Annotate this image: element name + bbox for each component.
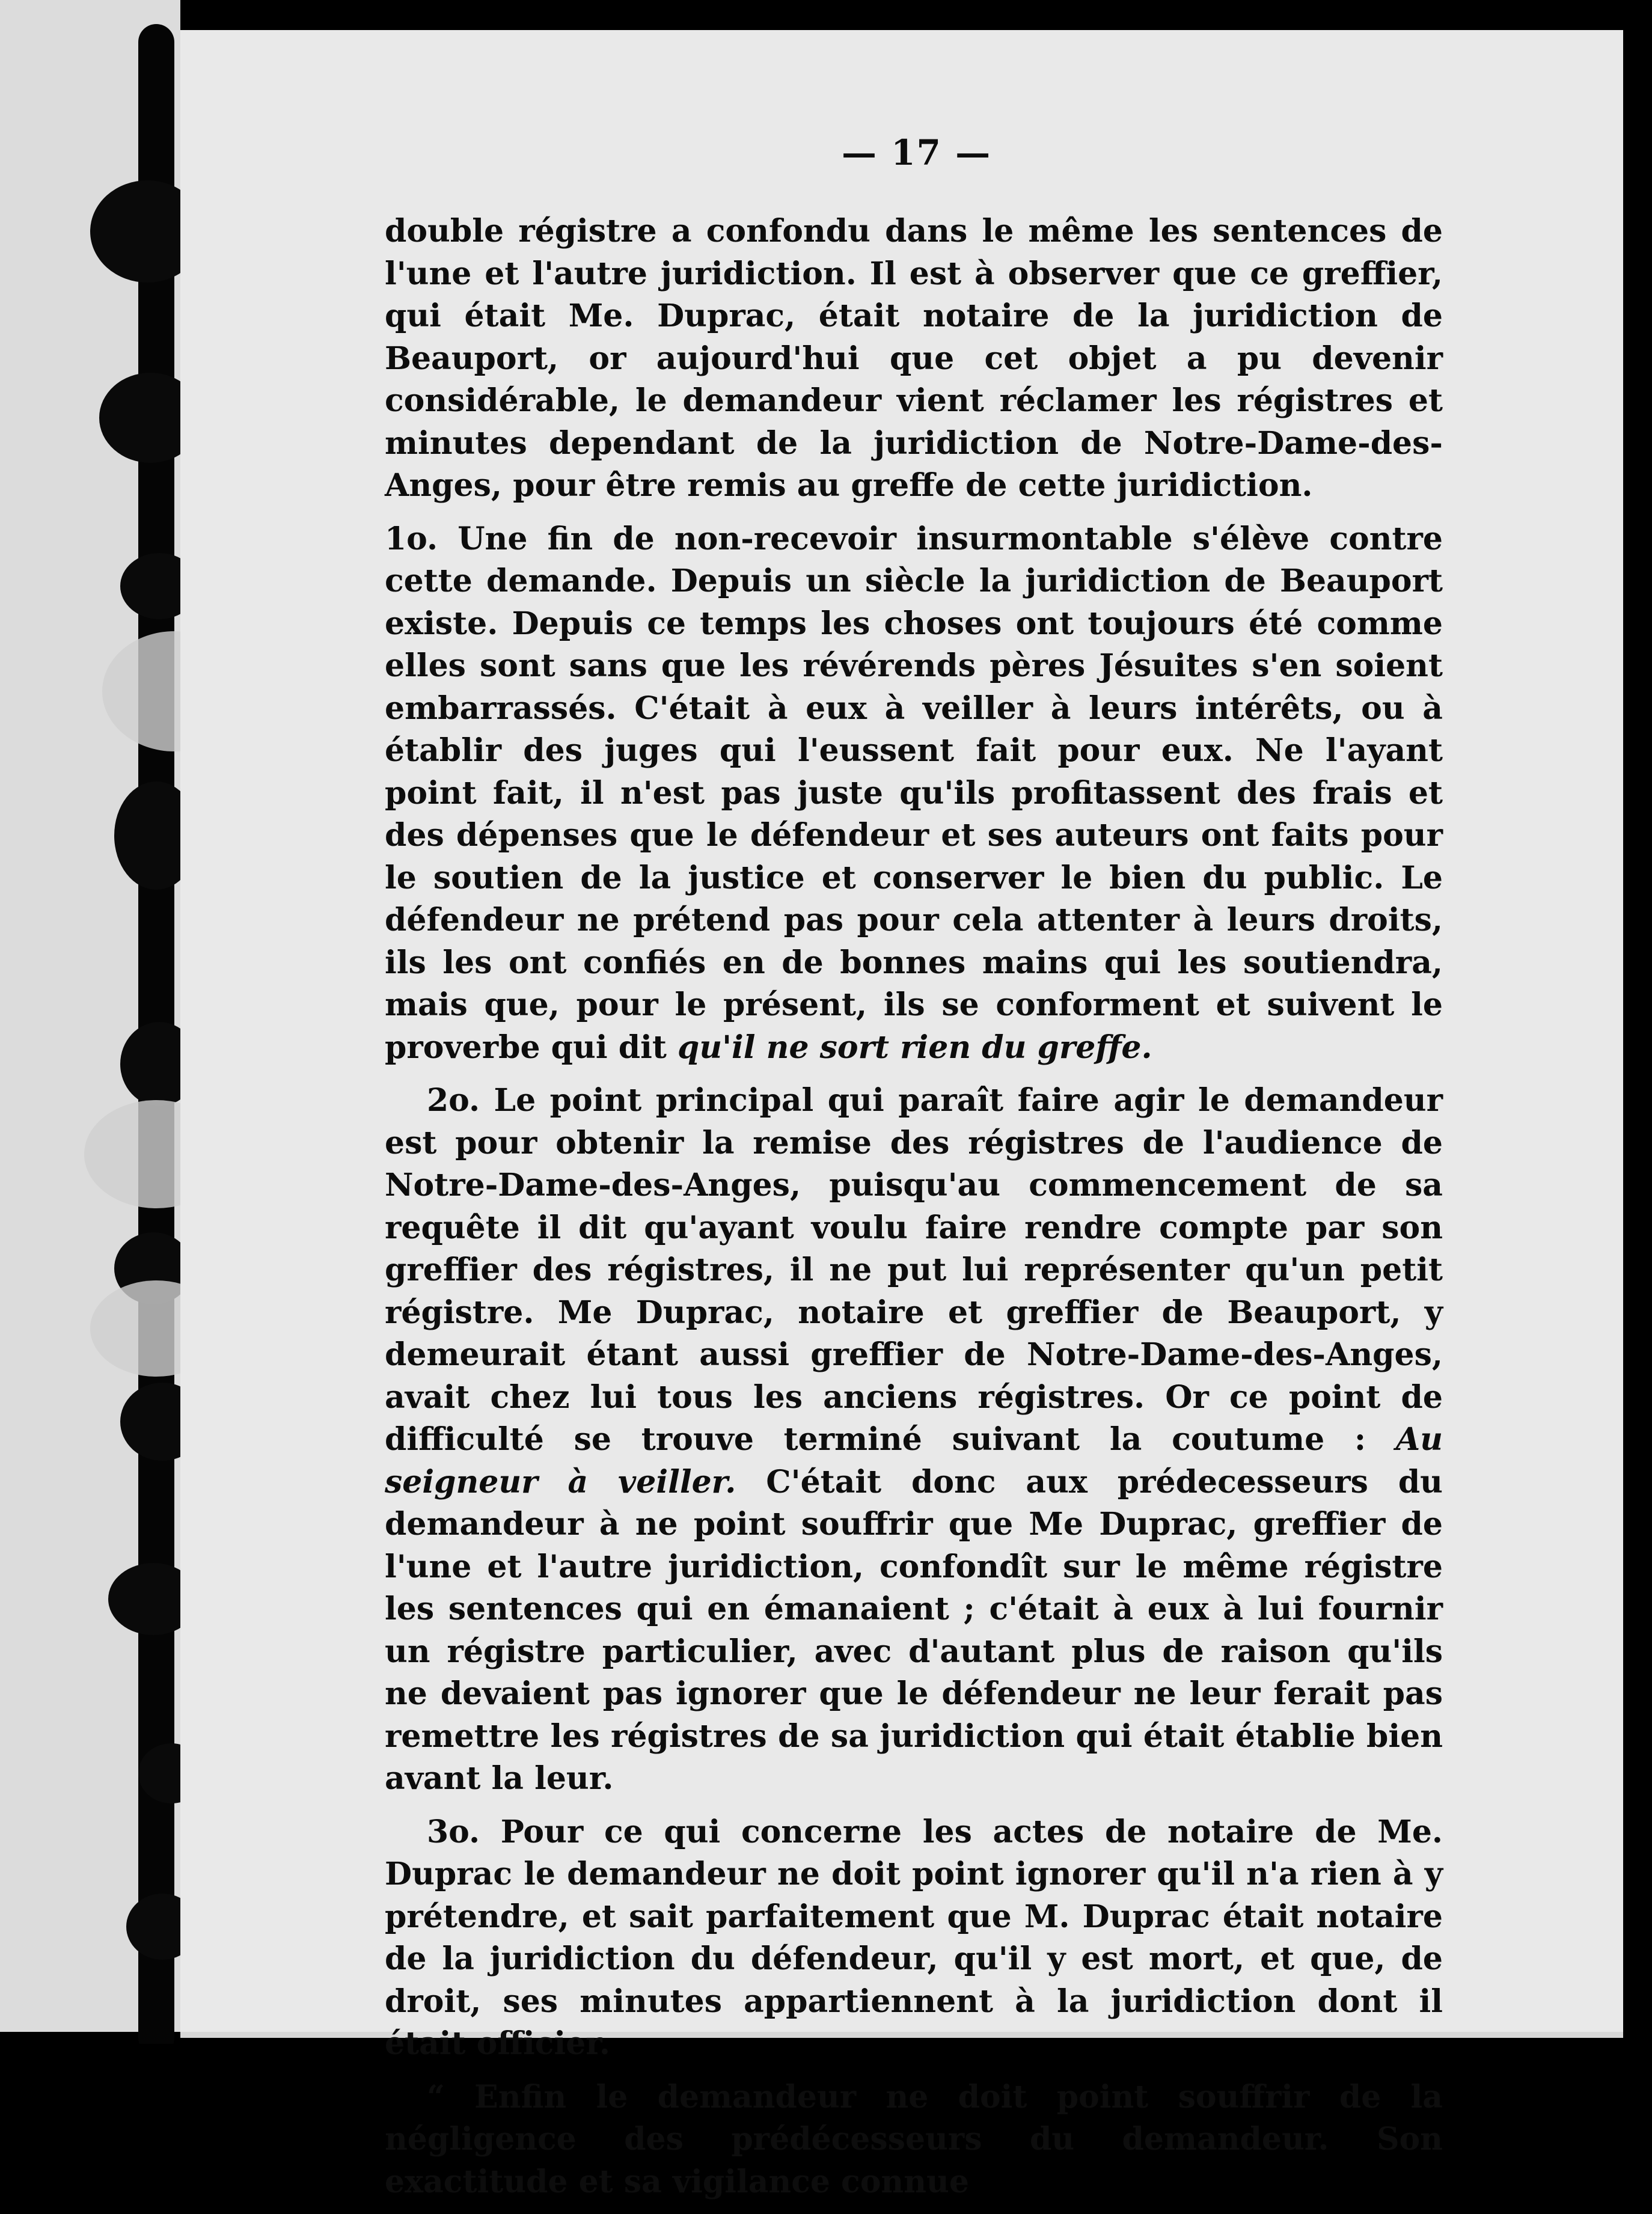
body-text (385, 144, 1443, 2214)
scan-border-top (180, 0, 1652, 30)
paragraph-italic: Au seigneur à veiller. (385, 1421, 1443, 1500)
paragraph (385, 210, 1443, 507)
page-number: — 17 — (842, 132, 992, 173)
paragraph-text: 3o. Pour ce qui concerne les actes de notaire de Me. Duprac le demandeur ne doit point ignorer qu'il n'a rien à y prétendre, et sait parfaitement que M. Duprac était notaire de la juridiction du défendeur, qu'il y est mort, et que, de droit, ses minutes appartiennent à la juridiction dont il était officier. (385, 1813, 1443, 2062)
scan-border-right (1623, 0, 1652, 2082)
paragraph-italic: qu'il ne sort rien du greffe. (677, 1029, 1152, 1066)
paragraph (385, 518, 1443, 1069)
paragraph-text: double régistre a confondu dans le même les sentences de l'une et l'autre juridiction. Il est à observer que ce greffier, qui était Me. Duprac, était notaire de la juridiction de Beauport, or aujourd'hui que cet objet a pu devenir considérable, le demandeur vient réclamer les régistres et minutes dependant de la juridiction de Notre-Dame-des-Anges, pour être remis au greffe de cette juridiction. (385, 213, 1443, 504)
paragraph-text: C'était donc aux prédecesseurs du demandeur à ne point souffrir que Me Duprac, greffier de l'une et l'autre juridiction, confondît sur le même régistre les sentences qui en émanaient ; c'était à eux à lui fournir un régistre particulier, avec d'autant plus de raison qu'ils ne devaient pas ignorer que le défendeur ne leur ferait pas remettre les régistres de sa juridiction qui était établie bien avant la leur. (385, 1463, 1443, 1797)
paragraph-text: 2o. Le point principal qui paraît faire agir le demandeur est pour obtenir la remise des régistres de l'audience de Notre-Dame-des-Anges, puisqu'au commencement de sa requête il dit qu'ayant voulu faire rendre compte par son greffier des régistres, il ne put lui représenter qu'un petit régistre. Me Duprac, notaire et greffier de Beauport, y demeurait étant aussi greffier de Notre-Dame-des-Anges, avait chez lui tous les anciens régistres. Or ce point de difficulté se trouve terminé suivant la coutume : (385, 1082, 1443, 1458)
paragraph-text: 1o. Une fin de non-recevoir insurmontable s'élève contre cette demande. Depuis un siècle la juridiction de Beauport existe. Depuis ce temps les choses ont toujours été comme elles sont sans que les révérends pères Jésuites s'en soient embarrassés. C'était à eux à veiller à leurs intérêts, ou à établir des juges qui l'eussent fait pour eux. Ne l'ayant point fait, il n'est pas juste qu'ils profitassent des frais et des dépenses que le défendeur et ses auteurs ont faits pour le soutien de la justice et conserver le bien du public. Le défendeur ne prétend pas pour cela attenter à leurs droits, ils les ont confiés en de bonnes mains qui les soutiendra, mais que, pour le présent, ils se conforment et suivent le proverbe qui dit (385, 520, 1443, 1066)
paragraph (385, 1811, 1443, 2066)
paragraph (385, 2076, 1443, 2204)
paragraph (385, 1080, 1443, 1800)
paragraph-text: “ Enfin le demandeur ne doit point souffrir de la négligence des prédécesseurs du demandeur. Son exactitude et sa vigilance connue (385, 2078, 1443, 2200)
